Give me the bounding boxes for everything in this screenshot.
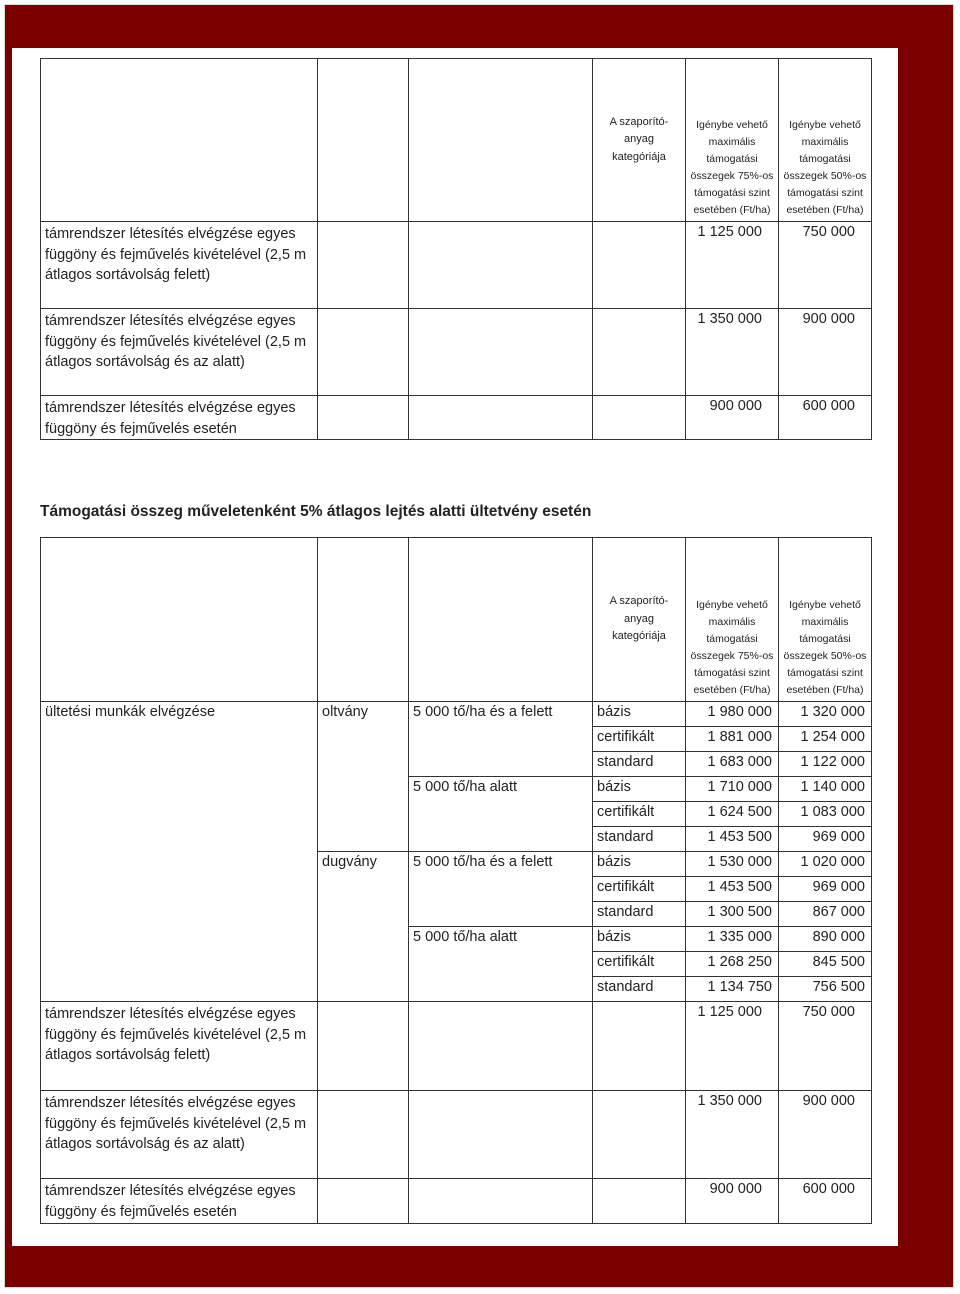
table-row	[41, 702, 872, 727]
row-description: támrendszer létesítés elvégzése egyes függöny és fejművelés esetén	[41, 1179, 318, 1224]
table-row	[41, 222, 872, 309]
header-cell-empty	[41, 538, 318, 702]
table-header-row	[41, 538, 872, 702]
planting-label: ültetési munkák elvégzése	[41, 702, 318, 1002]
value-75: 1 683 000	[686, 752, 779, 777]
density-above-label: 5 000 tő/ha és a felett	[409, 702, 593, 777]
row-description: támrendszer létesítés elvégzése egyes függöny és fejművelés esetén	[41, 396, 318, 440]
header-75-percent: Igénybe vehető maximális támogatási összegek 75%-os támogatási szint esetében (Ft/ha)	[686, 538, 779, 702]
value-75: 1 335 000	[686, 927, 779, 952]
value-75: 1 125 000	[686, 1002, 779, 1091]
value-75: 900 000	[686, 1179, 779, 1224]
category-bazis: bázis	[593, 702, 686, 727]
value-50: 890 000	[779, 927, 872, 952]
empty-cell	[409, 1179, 593, 1224]
category-bazis: bázis	[593, 927, 686, 952]
category-standard: standard	[593, 827, 686, 852]
value-50: 600 000	[779, 396, 872, 440]
support-table-1	[40, 58, 872, 440]
value-75: 1 134 750	[686, 977, 779, 1002]
table-row	[41, 396, 872, 440]
document-page	[12, 48, 898, 1246]
value-75: 1 530 000	[686, 852, 779, 877]
value-50: 1 083 000	[779, 802, 872, 827]
empty-cell	[318, 1002, 409, 1091]
header-cell-empty	[41, 59, 318, 222]
value-50: 1 020 000	[779, 852, 872, 877]
category-bazis: bázis	[593, 777, 686, 802]
value-75: 1 125 000	[686, 222, 779, 309]
value-75: 900 000	[686, 396, 779, 440]
header-category: A szaporító-anyag kategóriája	[593, 538, 686, 702]
value-50: 1 320 000	[779, 702, 872, 727]
value-75: 1 350 000	[686, 1091, 779, 1179]
table-row	[41, 1091, 872, 1179]
value-50: 969 000	[779, 827, 872, 852]
empty-cell	[318, 222, 409, 309]
header-cell-empty	[409, 538, 593, 702]
value-50: 1 122 000	[779, 752, 872, 777]
empty-cell	[593, 222, 686, 309]
value-50: 867 000	[779, 902, 872, 927]
value-50: 900 000	[779, 1091, 872, 1179]
value-50: 600 000	[779, 1179, 872, 1224]
value-50: 1 140 000	[779, 777, 872, 802]
value-50: 756 500	[779, 977, 872, 1002]
category-certifikalt: certifikált	[593, 952, 686, 977]
header-category: A szaporító-anyag kategóriája	[593, 59, 686, 222]
header-cell-empty	[318, 59, 409, 222]
value-50: 750 000	[779, 1002, 872, 1091]
value-50: 969 000	[779, 877, 872, 902]
oltvany-label: oltvány	[318, 702, 409, 852]
value-75: 1 268 250	[686, 952, 779, 977]
category-standard: standard	[593, 902, 686, 927]
density-above-label: 5 000 tő/ha és a felett	[409, 852, 593, 927]
table-header-row	[41, 59, 872, 222]
category-certifikalt: certifikált	[593, 802, 686, 827]
value-50: 900 000	[779, 309, 872, 396]
header-cell-empty	[409, 59, 593, 222]
table-row	[41, 1002, 872, 1091]
support-table-2	[40, 537, 872, 1224]
empty-cell	[318, 1179, 409, 1224]
value-75: 1 980 000	[686, 702, 779, 727]
row-description: támrendszer létesítés elvégzése egyes függöny és fejművelés kivételével (2,5 m átlagos sortávolság és az alatt)	[41, 1091, 318, 1179]
header-50-percent: Igénybe vehető maximális támogatási összegek 50%-os támogatási szint esetében (Ft/ha)	[779, 59, 872, 222]
row-description: támrendszer létesítés elvégzése egyes függöny és fejművelés kivételével (2,5 m átlagos sortávolság és az alatt)	[41, 309, 318, 396]
empty-cell	[409, 1091, 593, 1179]
value-75: 1 881 000	[686, 727, 779, 752]
category-certifikalt: certifikált	[593, 727, 686, 752]
value-50: 845 500	[779, 952, 872, 977]
category-standard: standard	[593, 977, 686, 1002]
value-50: 750 000	[779, 222, 872, 309]
row-description: támrendszer létesítés elvégzése egyes függöny és fejművelés kivételével (2,5 m átlagos sortávolság felett)	[41, 1002, 318, 1091]
empty-cell	[318, 309, 409, 396]
value-75: 1 300 500	[686, 902, 779, 927]
section-title: Támogatási összeg műveletenként 5% átlagos lejtés alatti ültetvény esetén	[40, 503, 592, 520]
dugvany-label: dugvány	[318, 852, 409, 1002]
header-75-percent: Igénybe vehető maximális támogatási összegek 75%-os támogatási szint esetében (Ft/ha)	[686, 59, 779, 222]
empty-cell	[593, 396, 686, 440]
empty-cell	[409, 222, 593, 309]
empty-cell	[593, 309, 686, 396]
header-50-percent: Igénybe vehető maximális támogatási összegek 50%-os támogatási szint esetében (Ft/ha)	[779, 538, 872, 702]
empty-cell	[593, 1002, 686, 1091]
empty-cell	[318, 396, 409, 440]
empty-cell	[409, 396, 593, 440]
density-below-label: 5 000 tő/ha alatt	[409, 777, 593, 852]
value-50: 1 254 000	[779, 727, 872, 752]
category-standard: standard	[593, 752, 686, 777]
row-description: támrendszer létesítés elvégzése egyes függöny és fejművelés kivételével (2,5 m átlagos sortávolság felett)	[41, 222, 318, 309]
table-row	[41, 309, 872, 396]
empty-cell	[409, 309, 593, 396]
category-bazis: bázis	[593, 852, 686, 877]
value-75: 1 624 500	[686, 802, 779, 827]
value-75: 1 710 000	[686, 777, 779, 802]
table-row	[41, 1179, 872, 1224]
header-cell-empty	[318, 538, 409, 702]
density-below-label: 5 000 tő/ha alatt	[409, 927, 593, 1002]
value-75: 1 453 500	[686, 827, 779, 852]
empty-cell	[409, 1002, 593, 1091]
value-75: 1 453 500	[686, 877, 779, 902]
empty-cell	[593, 1179, 686, 1224]
empty-cell	[593, 1091, 686, 1179]
value-75: 1 350 000	[686, 309, 779, 396]
empty-cell	[318, 1091, 409, 1179]
category-certifikalt: certifikált	[593, 877, 686, 902]
